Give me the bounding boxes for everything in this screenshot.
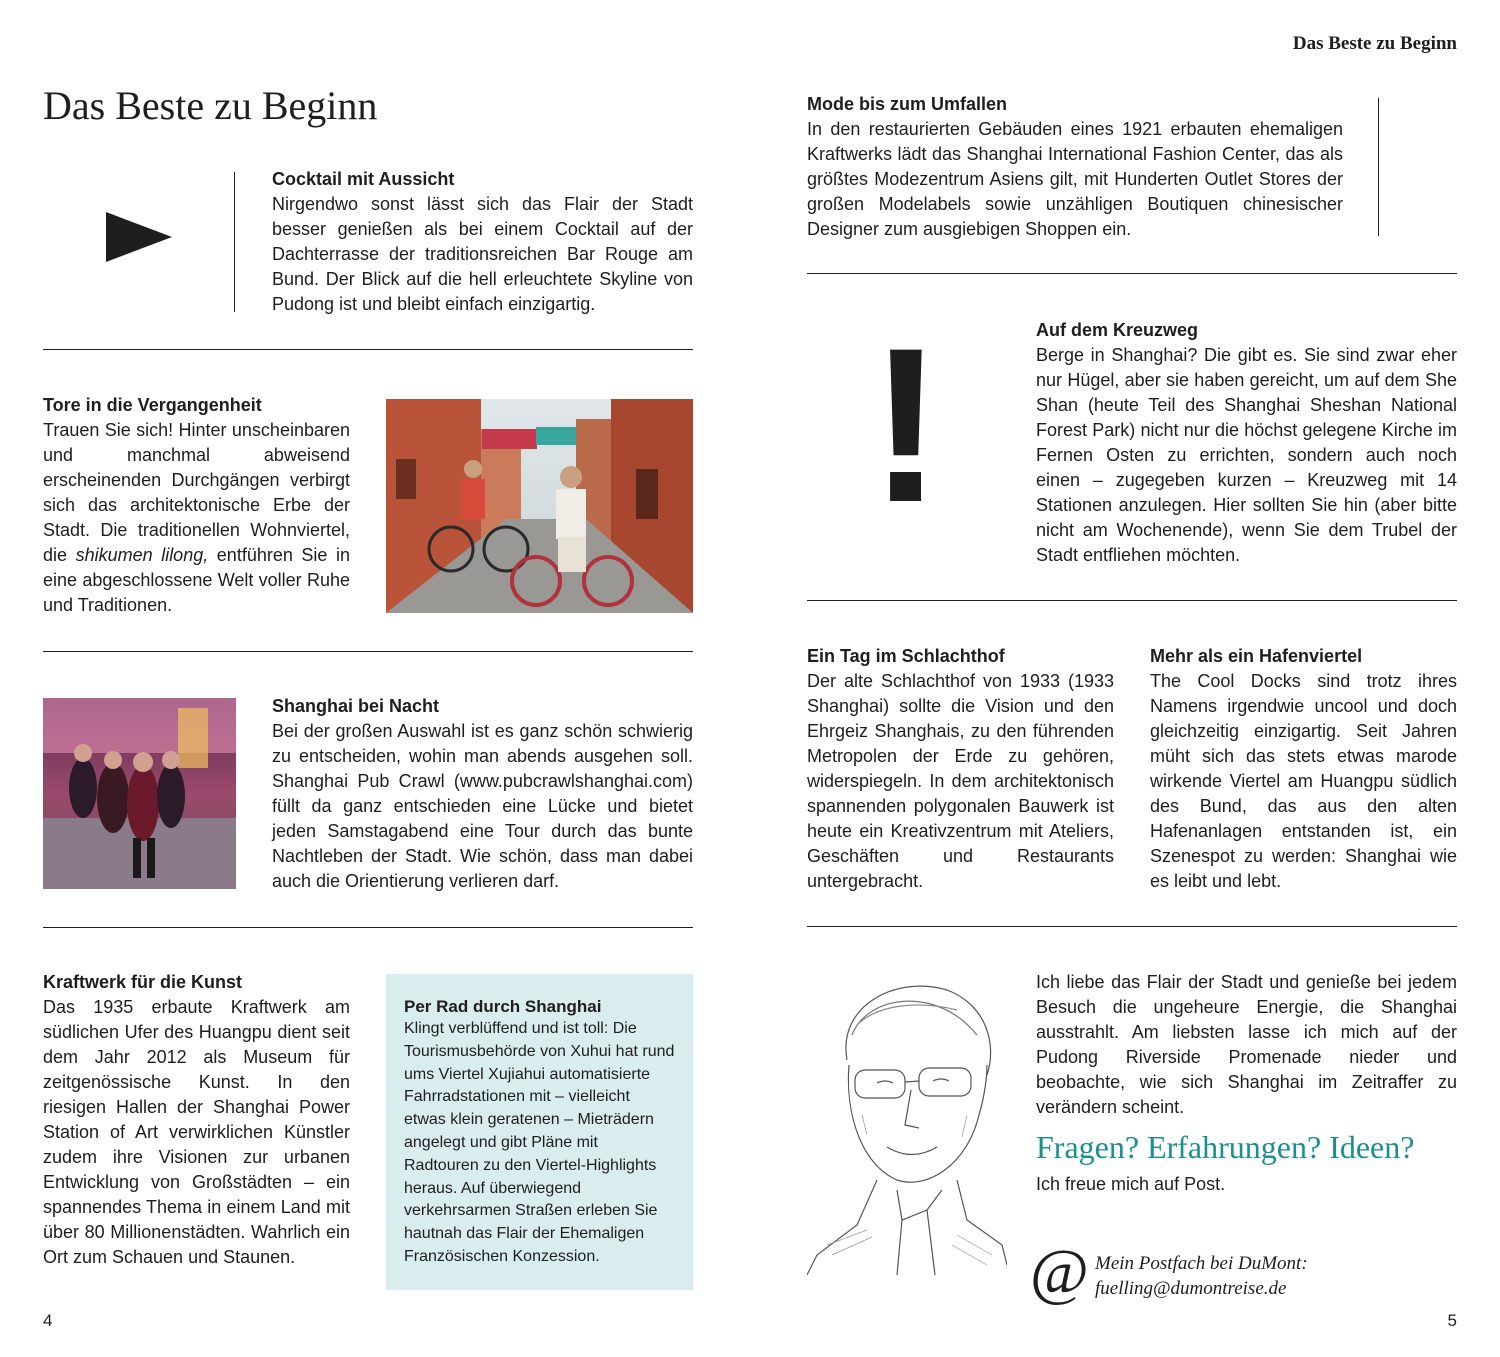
divider <box>807 600 1457 601</box>
mode-divider <box>1378 98 1379 236</box>
play-triangle-icon <box>106 212 176 262</box>
schlachthof-title: Ein Tag im Schlachthof <box>807 646 1005 666</box>
photo-cyclists-lane <box>386 399 693 613</box>
cocktail-title: Cocktail mit Aussicht <box>272 169 455 189</box>
photo-night-crowd <box>43 698 236 889</box>
tore-text <box>43 418 350 618</box>
hafen-block <box>1150 644 1457 894</box>
rad-text: Klingt verblüffend und ist toll: Die Tourismusbehörde von Xuhui hat rund ums Viertel Xujiahui automatisierte Fahrradstationen mit – vielleicht etwas klein geratenen – Mieträdern angelegt und gibt Pläne mit Radtouren zu den Viertel-Highlights heraus. Auf überwiegend verkehrsarmen Straßen erleben Sie hautnah das Flair der Ehemaligen Französischen Konzession. <box>404 1020 675 1265</box>
schlachthof-text: Der alte Schlachthof von 1933 (1933 Shanghai) sollte die Vision und den Ehrgeiz Shanghais, zu den führenden Metropolen der Erde zu gehören, widerspiegeln. In dem architektonisch spannenden polygonalen Bauwerk ist heute ein Kreativzentrum mit Ateliers, Geschäften und Restaurants untergebracht. <box>807 671 1114 891</box>
page-title: Das Beste zu Beginn <box>43 83 378 128</box>
mail-line-1: Mein Postfach bei DuMont: <box>1095 1253 1308 1274</box>
kraftwerk-title: Kraftwerk für die Kunst <box>43 972 243 992</box>
nacht-text: Bei der großen Auswahl ist es ganz schön schwierig zu entscheiden, wohin man abends ausgehen soll. Shanghai Pub Crawl (www.pubcrawlshanghai.com) füllt da ganz entschieden eine Lücke und bietet jeden Samstagabend eine Tour durch das bunte Nachtleben der Stadt. Wie schön, dass man dabei auch die Orientierung verlieren darf. <box>272 721 693 891</box>
schlachthof-block <box>807 644 1114 894</box>
rad-title: Per Rad durch Shanghai <box>404 997 602 1016</box>
author-block <box>1036 970 1457 1120</box>
divider <box>43 927 693 928</box>
hafen-title: Mehr als ein Hafenviertel <box>1150 646 1363 666</box>
author-text: Ich liebe das Flair der Stadt und genieße bei jedem Besuch die ungeheure Energie, die Shanghai ausstrahlt. Am liebsten lasse ich mich auf der Pudong Riverside Promenade nieder und beobachte, wie sich Shanghai im Zeitraffer zu verändern scheint. <box>1036 972 1457 1117</box>
cocktail-divider <box>234 172 235 312</box>
kreuzweg-title: Auf dem Kreuzweg <box>1036 320 1199 340</box>
divider <box>43 349 693 350</box>
at-icon: @ <box>1030 1236 1089 1307</box>
running-head: Das Beste zu Beginn <box>1292 33 1457 54</box>
exclamation-icon: ! <box>869 302 943 548</box>
tore-text-before: Trauen Sie sich! Hinter unscheinbaren und manchmal abweisend erscheinenden Durchgängen verbirgt sich das architektonische Erbe der Stadt. Die traditionellen Wohnviertel, die <box>43 420 350 565</box>
tore-block <box>43 393 350 618</box>
page-number-left: 4 <box>43 1311 53 1330</box>
kreuzweg-text: Berge in Shanghai? Die gibt es. Sie sind zwar eher nur Hügel, aber sie haben gereicht, um auf dem She Shan (heute Teil des Shanghai Sheshan National Forest Park) nicht nur die höchst gelegene Kirche im Fernen Osten zu errichten, sondern auch noch einen – zugegeben kurzen – Kreuzweg mit 14 Stationen anzulegen. Hier sollten Sie hin (aber bitte nicht am Wochenende), wenn Sie dem Trubel der Stadt entfliehen möchten. <box>1036 345 1457 565</box>
tore-text-after: entführen Sie in eine abgeschlossene Welt voller Ruhe und Traditionen. <box>43 545 351 615</box>
mail-block[interactable] <box>1095 1251 1308 1301</box>
rad-info-box <box>386 974 693 1290</box>
nacht-block <box>272 694 693 894</box>
page-number-right: 5 <box>1447 1311 1457 1330</box>
tore-title: Tore in die Vergangenheit <box>43 395 262 415</box>
mode-text: In den restaurierten Gebäuden eines 1921 erbauten ehemaligen Kraftwerks lädt das Shanghai International Fashion Center, das als größtes Modezentrum Asiens gilt, mit Hunderten Outlet Stores der großen Modelabels sowie unzähligen Boutiquen chinesischer Designer zum ausgiebigen Shoppen ein. <box>807 119 1343 239</box>
nacht-title: Shanghai bei Nacht <box>272 696 440 716</box>
cocktail-text: Nirgendwo sonst lässt sich das Flair der Stadt besser genießen als bei einem Cocktail auf der Dachterrasse der traditionsreichen Bar Rouge am Bund. Der Blick auf die hell erleuchtete Skyline von Pudong ist und bleibt einfach einzigartig. <box>272 194 693 314</box>
kreuzweg-block <box>1036 318 1457 568</box>
kraftwerk-text: Das 1935 erbaute Kraftwerk am südlichen Ufer des Huangpu dient seit dem Jahr 2012 als Museum für zeitgenössische Kunst. In den riesigen Hallen der Shanghai Power Station of Art verwirklichen Künstler zudem ihre Visionen zur urbanen Entwicklung von Großstädten – ein spannendes Thema in einem Land mit über 80 Millionenstädten. Wahrlich ein Ort zum Schauen und Staunen. <box>43 997 350 1267</box>
divider <box>807 926 1457 927</box>
divider <box>43 651 693 652</box>
mail-line-2[interactable]: fuelling@dumontreise.de <box>1095 1278 1287 1299</box>
divider <box>807 273 1457 274</box>
author-portrait <box>807 965 1007 1275</box>
mode-block <box>807 92 1343 242</box>
post-line: Ich freue mich auf Post. <box>1036 1174 1226 1194</box>
hafen-text: The Cool Docks sind trotz ihres Namens irgendwie uncool und doch gleichzeitig einzigartig. Seit Jahren müht sich das stets etwas marode wirkende Viertel am Huangpu südlich des Bund, das aus den alten Hafenanlagen entstanden ist, ein Szenespot zu werden: Shanghai wie es leibt und lebt. <box>1150 671 1457 891</box>
kraftwerk-block <box>43 970 350 1270</box>
question-heading: Fragen? Erfahrungen? Ideen? <box>1036 1129 1415 1165</box>
mode-title: Mode bis zum Umfallen <box>807 94 1008 114</box>
cocktail-block <box>272 167 693 317</box>
tore-text-italic: shikumen lilong, <box>75 545 209 565</box>
